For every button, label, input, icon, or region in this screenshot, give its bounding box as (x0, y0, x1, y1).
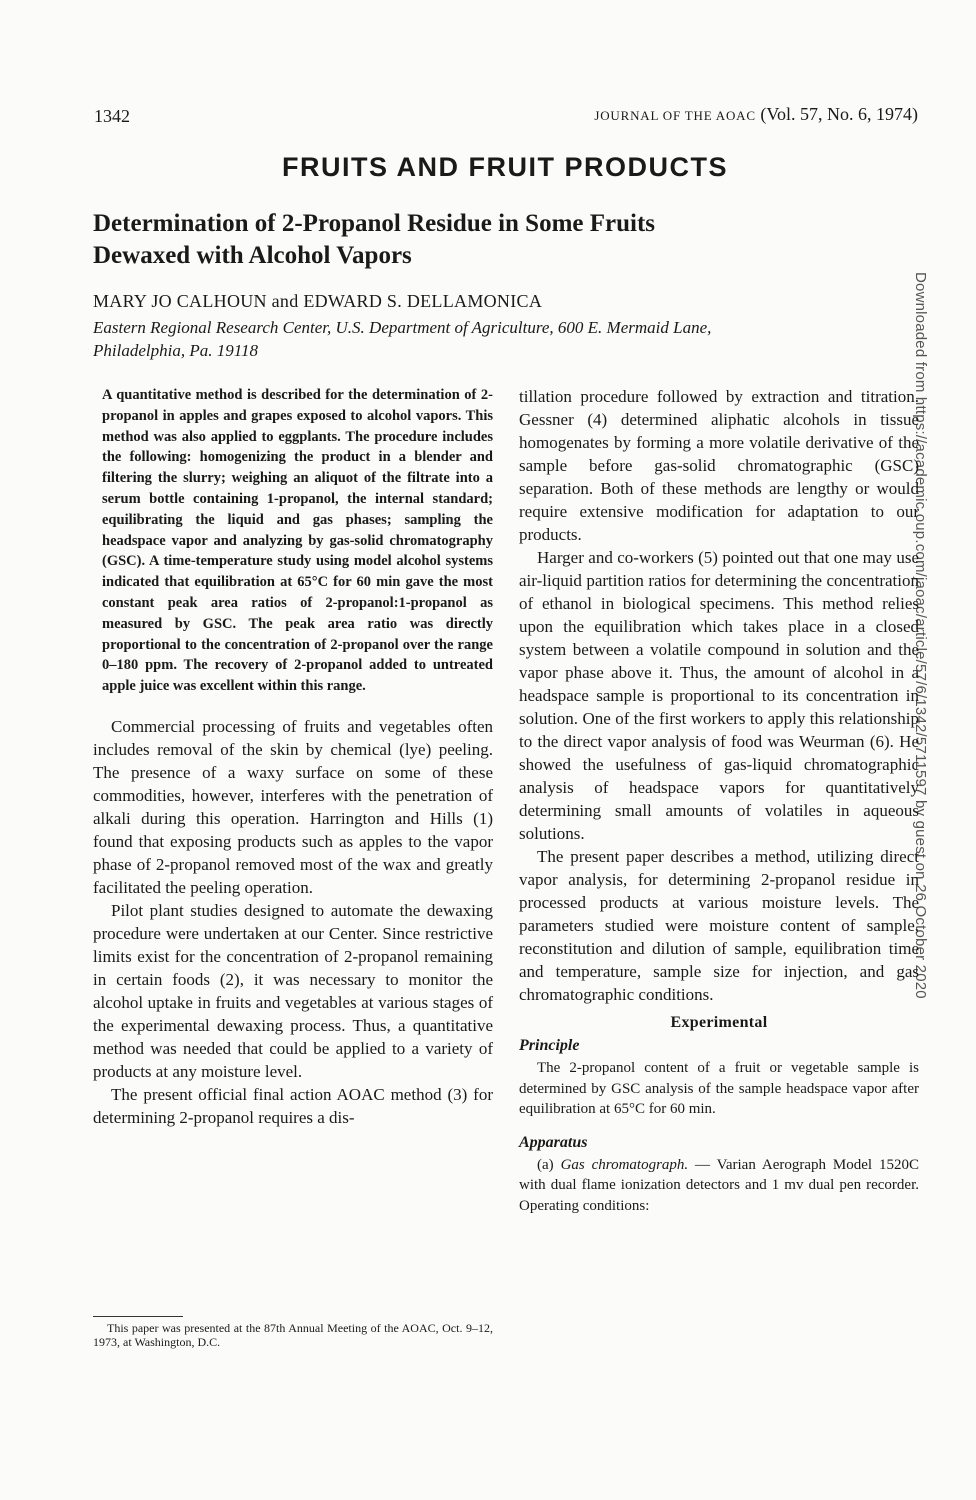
footnote-divider (93, 1316, 183, 1317)
intro-paragraph-5: The present paper describes a method, utilizing direct vapor analysis, for determining 2-propanol residue in processed products at various moisture levels. The parameters studied were moisture content of sample, reconstitution and dilution of sample, equilibration time and temperature, sample size for injection, and gas chromatographic conditions. (519, 847, 919, 1004)
intro-paragraph-2: Pilot plant studies designed to automate the dewaxing procedure were undertaken at our Center. Since restrictive limits exist for the concentration of 2-propanol remaining in certain foods (2), it was necessary to monitor the alcohol uptake in fruits and vegetables at various stages of the experimental dewaxing process. Thus, a quantitative method was needed that could be applied to a variety of products at any moisture level. (93, 900, 493, 1081)
authors: MARY JO CALHOUN and EDWARD S. DELLAMONICA (93, 291, 543, 311)
experimental-heading: Experimental (670, 1014, 768, 1031)
article-title (93, 208, 913, 272)
affiliation (93, 316, 893, 362)
intro-paragraph-3: The present official final action AOAC method (3) for determining 2-propanol requires a dis- (93, 1084, 493, 1127)
principle-heading: Principle (519, 1037, 580, 1054)
running-head (594, 104, 918, 125)
apparatus-item-a (519, 1155, 919, 1217)
intro-paragraph-1: Commercial processing of fruits and vegetables often includes removal of the skin by chemical (lye) peeling. The presence of a waxy surface on some of these commodities, however, interferes with the penetration of alkali during this operation. Harrington and Hills (1) found that exposing products such as apples to the vapor phase of 2-propanol removed most of the wax and greatly facilitated the peeling operation. (93, 716, 493, 897)
footnote: This paper was presented at the 87th Annual Meeting of the AOAC, Oct. 9–12, 1973, at Washington, D.C. (93, 1321, 493, 1349)
title-line-2: Dewaxed with Alcohol Vapors (93, 242, 412, 269)
affiliation-line-1: Eastern Regional Research Center, U.S. Department of Agriculture, 600 E. Mermaid Lane, (93, 318, 712, 337)
title-line-1: Determination of 2-Propanol Residue in Some Fruits (93, 210, 656, 237)
abstract: A quantitative method is described for the determination of 2-propanol in apples and grapes exposed to alcohol vapors. This method was also applied to eggplants. The procedure includes the following: homogenizing the product in a blender and filtering the slurry; weighing an aliquot of the filtrate into a serum bottle containing 1-propanol, the internal standard; equilibrating the liquid and gas phases; sampling the headspace vapor and analyzing by gas-solid chromatography (GSC). A time-temperature study using model alcohol systems indicated that equilibration at 65°C for 60 min gave the most constant peak area ratios of 2-propanol:1-propanol as measured by GSC. The peak area ratio was directly proportional to the concentration of 2-propanol over the range 0–180 ppm. The recovery of 2-propanol added to untreated apple juice was excellent within this range. (102, 387, 493, 695)
right-column (519, 385, 919, 1216)
journal-name: JOURNAL OF THE AOAC (594, 108, 756, 123)
download-watermark: Downloaded from https://academic.oup.com/jaoac/article/57/6/1342/5711597 by guest on 26 October 2020 (912, 272, 929, 999)
principle-text: The 2-propanol content of a fruit or vegetable sample is determined by GSC analysis of the sample headspace vapor after equilibration at 65°C for 60 min. (519, 1060, 919, 1117)
section-title: FRUITS AND FRUIT PRODUCTS (282, 152, 728, 182)
apparatus-heading: Apparatus (519, 1133, 588, 1151)
page-number: 1342 (94, 106, 130, 126)
intro-paragraph-3-continued: tillation procedure followed by extraction and titration. Gessner (4) determined aliphatic alcohols in tissue homogenates by forming a more volatile derivative of the sample before gas-solid chromatographic (GSC) separation. Both of these methods are lengthy or would require extensive modification for adaptation to our products. (519, 387, 919, 544)
left-column (93, 385, 493, 1129)
apparatus-label: (a) (537, 1156, 554, 1173)
journal-volume: (Vol. 57, No. 6, 1974) (760, 104, 918, 124)
apparatus-item-name: Gas chromatograph. (560, 1156, 689, 1173)
intro-paragraph-4: Harger and co-workers (5) pointed out that one may use air-liquid partition ratios for determining the concentration of ethanol in biological specimens. This method relies upon the equilibration which takes place in a closed system between a volatile compound in solution and the vapor phase above it. Thus, the amount of alcohol in a headspace sample is proportional to its concentration in solution. One of the first workers to apply this relationship to the direct vapor analysis of food was Weurman (6). He showed the usefulness of gas-liquid chromatographic analysis of headspace vapors for quantitatively determining small amounts of volatiles in aqueous solutions. (519, 548, 919, 843)
affiliation-line-2: Philadelphia, Pa. 19118 (93, 341, 258, 360)
apparatus-text: — Varian Aerograph Model 1520C with dual flame ionization detectors and 1 mv dual pen recorder. Operating conditions: (519, 1156, 919, 1214)
